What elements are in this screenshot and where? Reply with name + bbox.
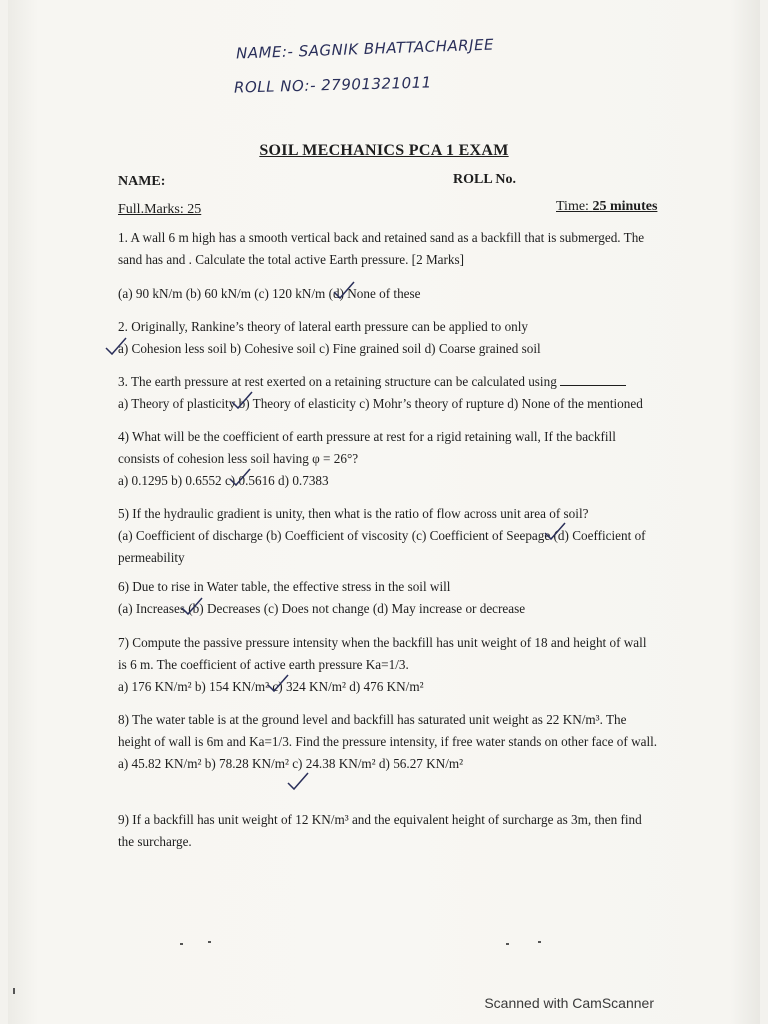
question-4-options: a) 0.1295 b) 0.6552 c) 0.5616 d) 0.7383 <box>118 473 329 488</box>
tick-mark-icon <box>286 771 308 791</box>
time-label: Time: <box>556 199 589 214</box>
question-2 <box>118 316 658 360</box>
question-4-text: 4) What will be the coefficient of earth pressure at rest for a rigid retaining wall, If the backfill consists of cohesion less soil having φ = 26°? <box>118 429 616 466</box>
question-4 <box>118 426 658 492</box>
question-2-text: 2. Originally, Rankine’s theory of lateral earth pressure can be applied to only <box>118 319 529 334</box>
question-6-options: (a) Increases (b) Decreases (c) Does not change (d) May increase or decrease <box>118 601 526 616</box>
question-1: 1. A wall 6 m high has a smooth vertical back and retained sand as a backfill that is submerged. The sand has and . Calculate the total active Earth pressure. [2 Marks] <box>118 230 645 267</box>
scan-speck <box>13 988 15 994</box>
tick-mark-icon <box>180 596 202 616</box>
answer-blank <box>560 375 626 386</box>
tick-mark-icon <box>266 673 288 693</box>
tick-mark-icon <box>228 467 250 487</box>
roll-label: ROLL No. <box>453 172 517 187</box>
question-3-options: a) Theory of plasticity b) Theory of elasticity c) Mohr’s theory of rupture d) None of the mentioned <box>118 396 643 411</box>
question-3-text <box>118 371 658 393</box>
question-5 <box>118 503 658 569</box>
question-2-options: a) Cohesion less soil b) Cohesive soil c) Fine grained soil d) Coarse grained soil <box>118 341 541 356</box>
scan-speck <box>208 941 211 943</box>
scan-speck <box>180 943 183 945</box>
question-9: 9) If a backfill has unit weight of 12 KN/m³ and the equivalent height of surcharge as 3m, then find the surcharge. <box>118 812 642 849</box>
time-limit <box>556 199 657 215</box>
tick-mark-icon <box>543 521 565 541</box>
question-5-options: (a) Coefficient of discharge (b) Coefficient of viscosity (c) Coefficient of Seepage (d) Coefficient of permeability <box>118 528 646 565</box>
camscanner-watermark: Scanned with CamScanner <box>484 995 654 1011</box>
question-7-options: a) 176 KN/m² b) 154 KN/m² c) 324 KN/m² d) 476 KN/m² <box>118 679 424 694</box>
question-7 <box>118 632 658 698</box>
question-3 <box>118 371 658 415</box>
question-8 <box>118 709 658 775</box>
name-label: NAME: <box>118 174 166 189</box>
scan-speck <box>538 941 541 943</box>
question-8-options: a) 45.82 KN/m² b) 78.28 KN/m² c) 24.38 KN/m² d) 56.27 KN/m² <box>118 756 464 771</box>
time-value: 25 minutes <box>592 199 658 214</box>
question-3-stem: 3. The earth pressure at rest exerted on a retaining structure can be calculated using <box>118 374 557 389</box>
question-5-text: 5) If the hydraulic gradient is unity, then what is the ratio of flow across unit area of soil? <box>118 506 589 521</box>
tick-mark-icon <box>104 336 126 356</box>
question-6-text: 6) Due to rise in Water table, the effective stress in the soil will <box>118 579 451 594</box>
exam-title: SOIL MECHANICS PCA 1 EXAM <box>259 142 509 159</box>
full-marks: Full.Marks: 25 <box>118 202 202 217</box>
tick-mark-icon <box>332 280 354 300</box>
exam-page <box>8 0 760 1024</box>
tick-mark-icon <box>230 390 252 410</box>
question-7-text: 7) Compute the passive pressure intensity when the backfill has unit weight of 18 and height of wall is 6 m. The coefficient of active earth pressure Ka=1/3. <box>118 635 647 672</box>
scan-speck <box>506 943 509 945</box>
question-8-text: 8) The water table is at the ground level and backfill has saturated unit weight as 22 KN/m³. The height of wall is 6m and Ka=1/3. Find the pressure intensity, if free water stands on other face of wall. <box>118 712 658 749</box>
handwritten-roll: ROLL NO:- 27901321011 <box>233 73 432 97</box>
question-1-options: (a) 90 kN/m (b) 60 kN/m (c) 120 kN/m (d) None of these <box>118 286 421 301</box>
handwritten-name: NAME:- SAGNIK BHATTACHARJEE <box>235 35 495 63</box>
